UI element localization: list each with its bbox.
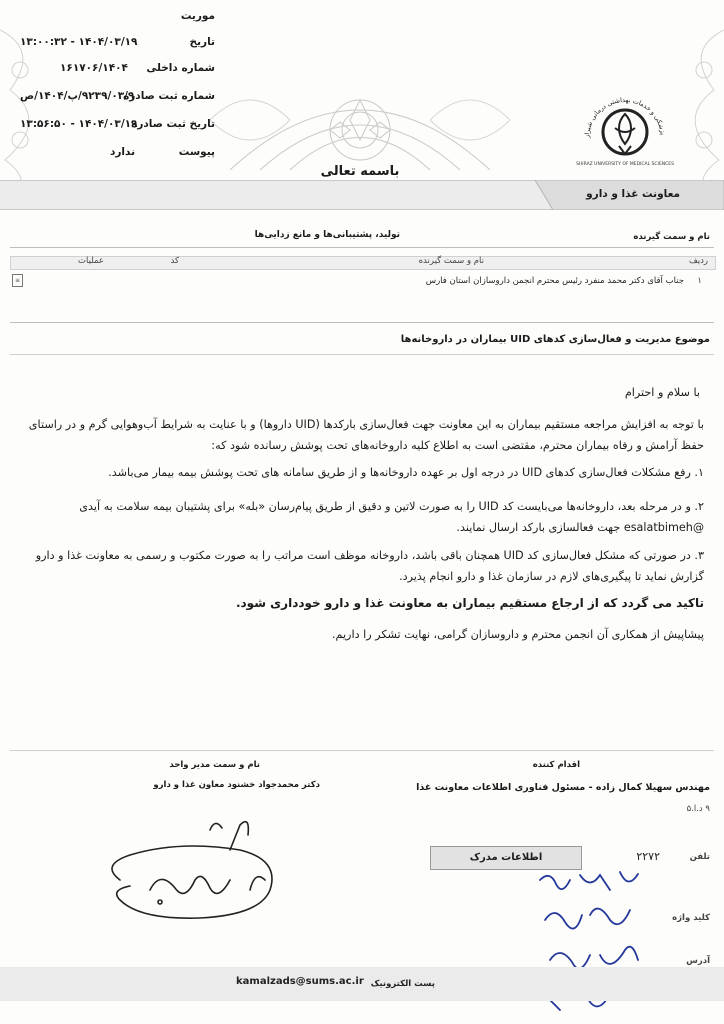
closing: پیشاپیش از همکاری آن انجمن محترم و داروسازان گرامی، نهایت تشکر را داریم. — [331, 628, 704, 641]
meta-label: تاریخ — [189, 36, 215, 48]
col-actions: عملیات — [78, 256, 104, 266]
email-label: پست الکترونیک — [370, 979, 435, 989]
item-2: ۲. و در مرحله بعد، داروخانه‌ها می‌بایست کد UID را به صورت لاتین و دقیق از طریق پیام‌رسان «بله» برای پشتیبان بیمه سلامت به آیدی @esalatbimeh جهت فعالسازی بارکد ارسال نمایند. — [79, 500, 704, 534]
subject: موضوع مدیریت و فعال‌سازی کدهای UID بیماران در داروخانه‌ها — [400, 334, 710, 345]
row-index: ۱ — [697, 276, 702, 286]
phone-value: ۲۲۷۲ — [636, 850, 660, 863]
university-name-arc: پزشکی و خدمات بهداشتی درمانی شیراز — [582, 95, 667, 139]
meta-label: شماره داخلی — [146, 62, 215, 74]
meta-label: تاریخ ثبت صادره — [131, 118, 215, 130]
table-divider — [10, 322, 714, 323]
recipient-division: تولید، پشتیبانی‌ها و مانع زدایی‌ها — [254, 230, 400, 240]
action-person: مهندس سهیلا کمال زاده - مسئول فناوری اطلاعات معاونت غذا — [416, 782, 710, 793]
address-label: آدرس — [686, 956, 710, 966]
meta-value: ندارد — [110, 146, 136, 158]
meta-label: شماره ثبت صادره — [123, 90, 215, 102]
signer-name: دکتر محمدجواد خشنود معاون غذا و دارو — [153, 780, 320, 790]
meta-row-4 — [20, 118, 215, 134]
meta-row-0 — [20, 10, 215, 26]
row-action-icon[interactable]: ≡ — [12, 274, 23, 287]
meta-value: ۱۴۰۴/۰۳/۱۹ - ۱۳:۰۰:۳۲ — [20, 36, 138, 48]
meta-row-1 — [20, 36, 215, 52]
department-name: معاونت غذا و دارو — [586, 188, 680, 200]
keyword-label: کلید واژه — [672, 913, 710, 923]
meta-row-2 — [20, 62, 215, 78]
meta-value: ۹۲۳۹/۰۳/۹/پ/۱۴۰۴/ص — [20, 90, 135, 102]
emphasis: تاکید می گردد که از ارجاع مستقیم بیماران به معاونت غذا و دارو خودداری شود. — [235, 596, 704, 610]
document-info-button[interactable]: اطلاعات مدرک — [430, 846, 582, 870]
greeting: با سلام و احترام — [624, 386, 700, 399]
footer-divider — [10, 750, 714, 751]
col-index: ردیف — [688, 256, 708, 266]
signature — [90, 810, 290, 930]
recipient-table — [10, 256, 714, 290]
email-link[interactable]: kamalzads@sums.ac.ir — [236, 976, 364, 987]
col-code: کد — [170, 256, 179, 266]
meta-value: ۱۶۱۷۰۶/۱۴۰۴ — [60, 62, 128, 74]
action-code: ۹ د.ا.۵ — [686, 804, 710, 814]
signer-label: نام و سمت مدیر واحد — [169, 760, 260, 770]
row-recipient-name: جناب آقای دکتر محمد منفرد رئیس محترم انجمن داروسازان استان فارس — [425, 276, 684, 286]
university-name-en: SHIRAZ UNIVERSITY OF MEDICAL SCIENCES — [576, 162, 674, 167]
action-label: اقدام کننده — [532, 760, 580, 770]
item-1: ۱. رفع مشکلات فعال‌سازی کدهای UID در درجه اول بر عهده داروخانه‌ها و از طریق سامانه های تحت پوشش بیمه بیمار می‌باشد. — [108, 466, 704, 479]
meta-value: ۱۴۰۴/۰۳/۱۹ - ۱۳:۵۶:۵۰ — [20, 118, 138, 130]
header-ornament — [210, 60, 510, 180]
intro-paragraph: با توجه به افزایش مراجعه مستقیم بیماران به این معاونت جهت فعال‌سازی بارکدها (UID داروها) و با عنایت به شرایط آب‌وهوایی گرم و در راستای حفظ آرامش و رفاه بیماران محترم، مقتضی است به اطلاع کلیه داروخانه‌های تحت پوشش رسانده شود که: — [28, 418, 704, 452]
meta-row-5 — [20, 146, 215, 162]
col-name: نام و سمت گیرنده — [418, 256, 484, 266]
bismillah: باسمه تعالی — [320, 164, 400, 179]
university-logo — [575, 82, 675, 172]
subject-divider — [10, 354, 714, 355]
recipient-section-label: نام و سمت گیرنده — [633, 232, 710, 242]
meta-label: موریت — [180, 10, 215, 22]
phone-label: تلفن — [689, 852, 710, 862]
recipient-divider — [10, 247, 714, 248]
recipient-table-header — [10, 256, 716, 270]
meta-row-3 — [20, 90, 215, 106]
meta-label: پیوست — [178, 146, 215, 158]
item-3: ۳. در صورتی که مشکل فعال‌سازی کد UID همچنان باقی باشد، داروخانه موظف است مراتب را به صورت مکتوب و رسمی به معاونت غذا و دارو گزارش نماید تا پیگیری‌های لازم در سازمان غذا و دارو انجام پذیرد. — [35, 549, 704, 583]
emblem-icon — [575, 82, 675, 172]
